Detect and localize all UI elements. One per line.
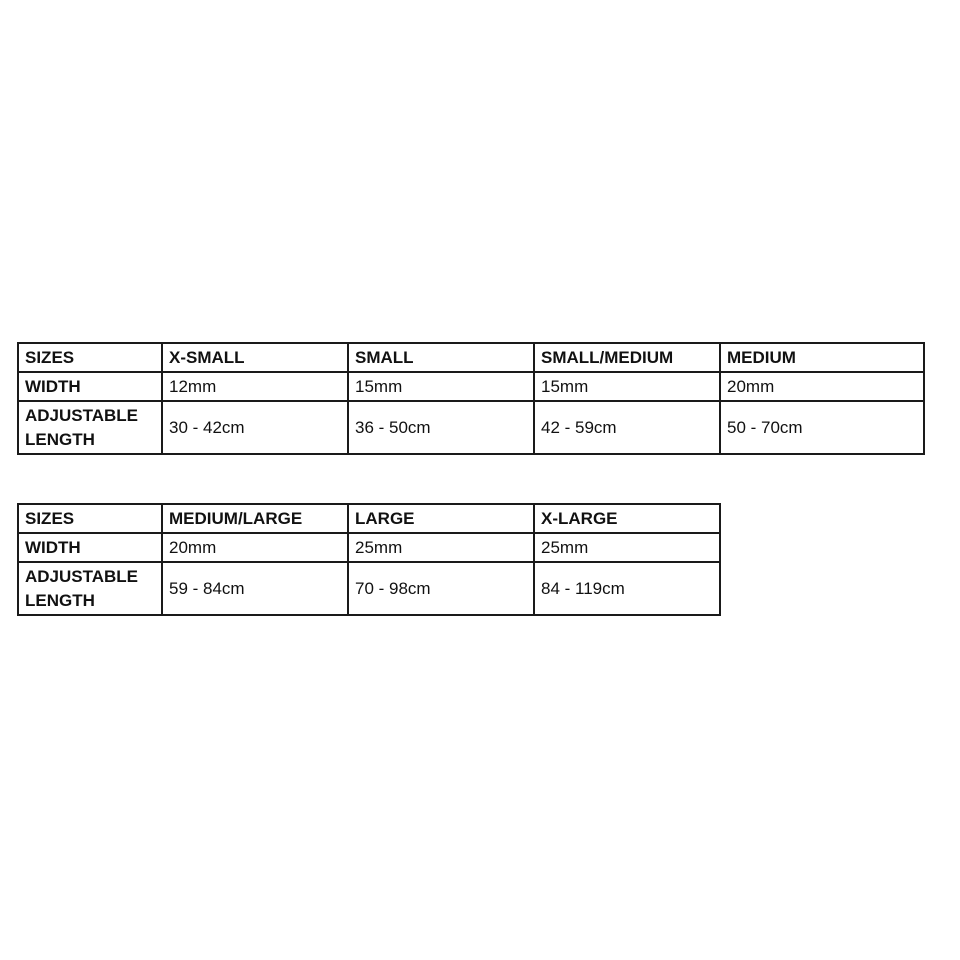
- size-header-x-large: X-LARGE: [534, 504, 720, 533]
- row-label-width: WIDTH: [18, 533, 162, 562]
- length-cell: 59 - 84cm: [162, 562, 348, 615]
- length-cell: 50 - 70cm: [720, 401, 924, 454]
- size-header-x-small: X-SMALL: [162, 343, 348, 372]
- size-header-medium-large: MEDIUM/LARGE: [162, 504, 348, 533]
- table-row-width: [18, 372, 924, 401]
- table-row-sizes: [18, 343, 924, 372]
- table-row-length: [18, 562, 720, 615]
- width-cell: 25mm: [348, 533, 534, 562]
- width-cell: 12mm: [162, 372, 348, 401]
- row-label-adjustable-length: ADJUSTABLE LENGTH: [18, 401, 162, 454]
- size-header-large: LARGE: [348, 504, 534, 533]
- size-header-small: SMALL: [348, 343, 534, 372]
- row-label-sizes: SIZES: [18, 504, 162, 533]
- table-row-length: [18, 401, 924, 454]
- width-cell: 20mm: [162, 533, 348, 562]
- length-cell: 42 - 59cm: [534, 401, 720, 454]
- width-cell: 25mm: [534, 533, 720, 562]
- width-cell: 15mm: [348, 372, 534, 401]
- row-label-width: WIDTH: [18, 372, 162, 401]
- length-cell: 30 - 42cm: [162, 401, 348, 454]
- table-row-sizes: [18, 504, 720, 533]
- length-cell: 84 - 119cm: [534, 562, 720, 615]
- length-cell: 36 - 50cm: [348, 401, 534, 454]
- size-header-small-medium: SMALL/MEDIUM: [534, 343, 720, 372]
- size-chart-table-2: [17, 503, 721, 616]
- length-cell: 70 - 98cm: [348, 562, 534, 615]
- table-row-width: [18, 533, 720, 562]
- row-label-sizes: SIZES: [18, 343, 162, 372]
- size-chart-table-1: [17, 342, 925, 455]
- width-cell: 20mm: [720, 372, 924, 401]
- size-header-medium: MEDIUM: [720, 343, 924, 372]
- row-label-adjustable-length: ADJUSTABLE LENGTH: [18, 562, 162, 615]
- width-cell: 15mm: [534, 372, 720, 401]
